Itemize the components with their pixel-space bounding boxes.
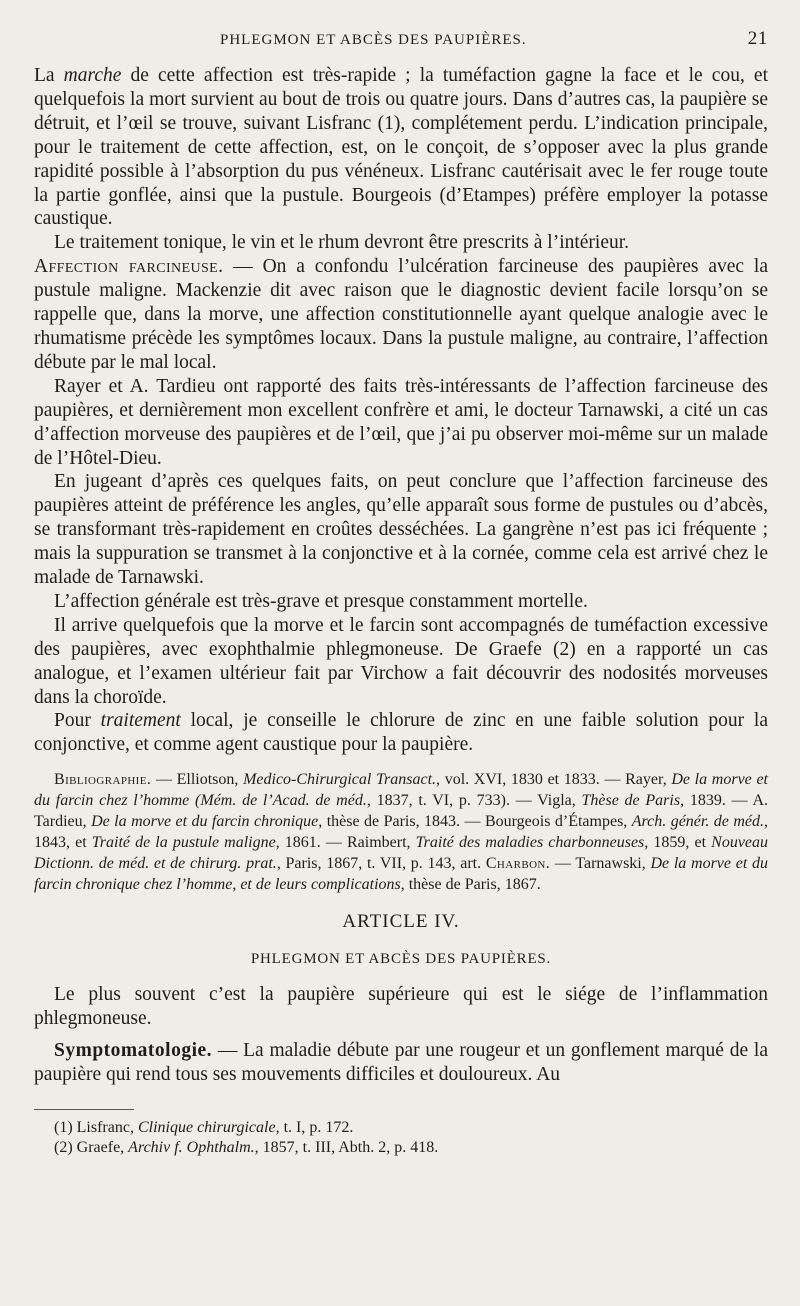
text-run: , thèse de Paris, 1867. [400, 876, 541, 894]
paragraph: Rayer et A. Tardieu ont rapporté des faits très-intéressants de l’affection farcineuse des paupières, et dernièrement mon excellent confrère et ami, le docteur Tarnawski, a cité un cas d’affection morveuse des paupières et de l’œil, que j’ai pu observer moi-même sur un malade de l’Hôtel-Dieu. [34, 375, 768, 469]
text-run: La [34, 65, 64, 86]
section-run-in-head: Affection farcineuse. [34, 256, 224, 278]
bibliography-head: Bibliographie. [54, 771, 152, 789]
paragraph: L’affection générale est très-grave et presque constamment mortelle. [54, 590, 588, 612]
italic-title: De la morve et du farcin chronique chez l’homme, et de leurs complications [34, 855, 768, 894]
text-run: , vol. XVI, 1830 et 1833. — Rayer, [436, 771, 672, 789]
italic-title: De la morve et du farcin chronique [91, 813, 319, 831]
page-number: 21 [747, 28, 768, 49]
text-run: (2) Graefe, [54, 1138, 129, 1156]
paragraph [34, 1039, 768, 1087]
paragraph: Le traitement tonique, le vin et le rhum devront être prescrits à l’intérieur. [54, 232, 630, 254]
bibliography [34, 769, 768, 895]
text-run: — Elliotson, [151, 771, 244, 789]
text-run: , 1839. — A. Tardieu, [34, 792, 769, 831]
footnote-rule [34, 1109, 134, 1110]
paragraph [34, 64, 768, 231]
paragraph [34, 255, 768, 375]
body-text [34, 64, 768, 757]
text-run: , 1843, et [34, 813, 769, 852]
text-run: , Paris, 1867, t. VII, p. 143, art. [276, 855, 486, 873]
italic-title: Traité de la pustule maligne [91, 834, 276, 852]
italic-title: Clinique chirurgicale [137, 1118, 276, 1136]
paragraph: Le plus souvent c’est la paupière supérieure qui est le siége de l’inflammation phlegmoneuse. [34, 984, 768, 1030]
footnote-1 [34, 1118, 768, 1138]
text-run: — On a confondu l’ulcération farcineuse des paupières avec la pustule maligne. Mackenzie dit avec raison que le diagnostic devient facile lorsqu’on se rappelle que, dans la morve, une affection constitutionnelle ayant quelque analogie avec le rhumatisme précède les symptômes locaux. Dans la pustule maligne, au contraire, l’affection débute par le mal local. [34, 256, 768, 373]
body-text-2 [34, 983, 768, 1087]
article-title: ARTICLE IV. [342, 911, 460, 933]
italic-title: Archiv f. Ophthalm. [128, 1138, 255, 1156]
text-run: local, je conseille le chlorure de zinc en une faible solution pour la conjonctive, et comme agent caustique pour la paupière. [34, 710, 768, 756]
text-run: — Tarnawski, [550, 855, 651, 873]
italic-title: De la morve et du farcin chez l’homme (Mém. de l’Acad. de méd. [34, 771, 768, 810]
text-run: , 1857, t. III, Abth. 2, p. 418. [254, 1138, 439, 1156]
text-run: , thèse de Paris, 1843. — Bourgeois d’Étampes, [318, 813, 632, 831]
italic-term: marche [63, 65, 122, 86]
italic-term: traitement [100, 710, 181, 732]
text-run: (1) Lisfranc, [54, 1118, 138, 1136]
paragraph: En jugeant d’après ces quelques faits, on peut conclure que l’affection farcineuse des paupières atteint de préférence les angles, qu’elle apparaît sous forme de pustules ou d’abcès, se transformant très-rapidement en croûtes desséchées. La gangrène n’est pas ici fréquente ; mais la suppuration se transmet à la conjonctive et à la cornée, comme cela est arrivé chez le malade de Tarnawski. [34, 471, 768, 589]
small-caps-term: Charbon. [485, 855, 551, 873]
text-run: , 1861. — Raimbert, [275, 834, 416, 852]
text-run: , t. I, p. 172. [275, 1118, 354, 1136]
footnotes [34, 1118, 768, 1158]
section-title: PHLEGMON ET ABCÈS DES PAUPIÈRES. [250, 951, 552, 968]
italic-title: Thèse de Paris [581, 792, 681, 810]
text-run: , 1859, et [644, 834, 712, 852]
italic-title: Nouveau Dictionn. de méd. et de chirurg. prat. [34, 834, 769, 873]
italic-title: Traité des maladies charbonneuses [415, 834, 645, 852]
italic-title: Arch. génér. de méd. [631, 813, 765, 831]
text-run: Pour [54, 710, 101, 732]
symptomatology-head: Symptomatologie. [54, 1040, 213, 1062]
italic-title: Medico-Chirurgical Transact. [243, 771, 437, 789]
text-run: — La maladie débute par une rougeur et un gonflement marqué de la paupière qui rend tous ses mouvements difficiles et douloureux. Au [34, 1040, 768, 1085]
footnote-2 [34, 1138, 768, 1158]
running-head-title: PHLEGMON ET ABCÈS DES PAUPIÈRES. [220, 32, 527, 48]
text-run: , 1837, t. VI, p. 733). — Vigla, [366, 792, 582, 810]
text-run: de cette affection est très-rapide ; la tuméfaction gagne la face et le cou, et quelquefois la mort survient au bout de trois ou quatre jours. Dans d’autres cas, la paupière se détruit, et l’œil se trouve, suivant Lisfranc (1), complétement perdu. L’indication principale, pour le traitement de cette affection, est, on le conçoit, de s’opposer avec la plus grande rapidité possible à l’absorption du pus vénéneux. Lisfranc cautérisait avec le fer rouge toute la partie gonflée, ainsi que la pustule. Bourgeois (d’Etampes) préfère employer la potasse caustique. [34, 65, 768, 230]
running-head [220, 28, 768, 50]
paragraph: Il arrive quelquefois que la morve et le farcin sont accompagnés de tuméfaction excessive des paupières, avec exophthalmie phlegmoneuse. De Graefe (2) en a rapporté un cas analogue, et l’examen ultérieur fait par Virchow a fait découvrir des nodosités morveuses dans la choroïde. [34, 614, 768, 708]
paragraph [34, 709, 768, 757]
